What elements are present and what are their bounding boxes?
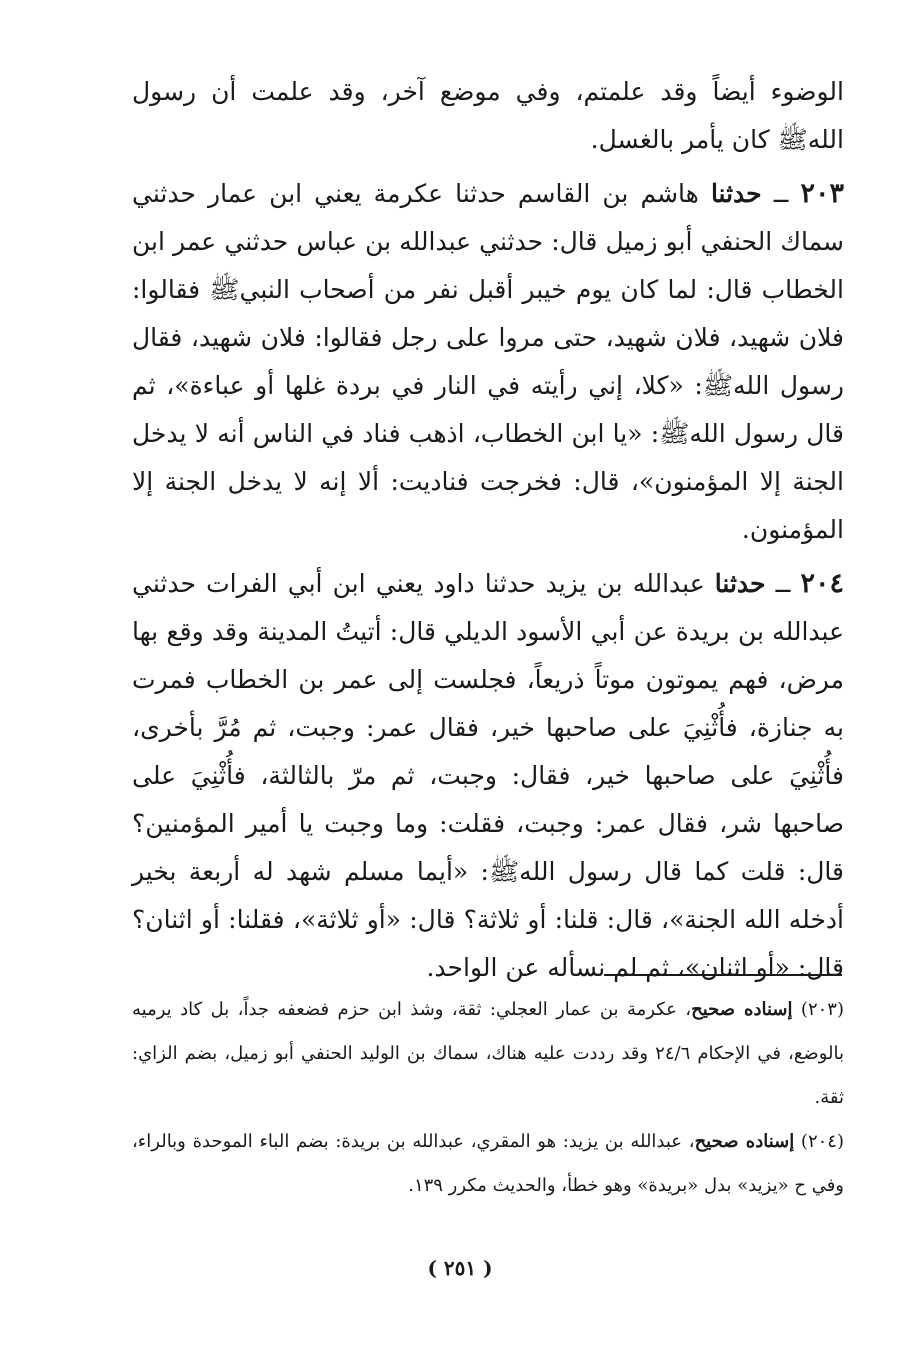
footnote-label: إسناده صحيح [691,999,793,1020]
page-number: ( ٢٥١ ) [427,1256,493,1280]
hadith-separator: ــ [761,179,801,208]
footnote-label: إسناده صحيح [694,1131,795,1152]
footnote-text: ، عبدالله بن يزيد: هو المقري، عبدالله بن بريدة: بضم الباء الموحدة وبالراء، وفي ح «يزيد» بدل «بريدة» وهو خطأ، والحديث مكرر ١٣٩. [132,1131,844,1196]
hadith-number: ٢٠٤ [800,568,845,599]
hadith-text: هاشم بن القاسم حدثنا عكرمة يعني ابن عمار حدثني سماك الحنفي أبو زميل قال: حدثني عبدالله بن عباس حدثني عمر ابن الخطاب قال: لما كان يوم خيبر أقبل نفر من أصحاب النبيﷺ فقالوا: فلان شهيد، فلان شهيد، حتى مروا على رجل فقالوا: فلان شهيد، فقال رسول اللهﷺ: «كلا، إني رأيته في النار في بردة غلها أو عباءة»، ثم قال رسول اللهﷺ: «يا ابن الخطاب، اذهب فناد في الناس أنه لا يدخل الجنة إلا المؤمنون»، قال: فخرجت فناديت: ألا إنه لا يدخل الجنة إلا المؤمنون. [132,179,844,544]
hadith-number: ٢٠٣ [800,178,844,209]
main-text [132,68,844,992]
footnote-204 [132,1120,844,1208]
footnotes [132,988,844,1208]
footnote-text: ، عكرمة بن عمار العجلي: ثقة، وشذ ابن حزم فضعفه جداً، بل كاد يرميه بالوضع، في الإحكام ٢٤/٦ وقد رددت عليه هناك، سماك بن الوليد الحنفي أبو زميل، بضم الزاي: ثقة. [132,999,844,1108]
hadith-intro: حدثنا [710,179,762,208]
footnote-number: (٢٠٤) [800,1131,844,1152]
intro-paragraph: الوضوء أيضاً وقد علمتم، وفي موضع آخر، وقد علمت أن رسول اللهﷺ كان يأمر بالغسل. [132,77,845,154]
hadith-text: عبدالله بن يزيد حدثنا داود يعني ابن أبي الفرات حدثني عبدالله بن بريدة عن أبي الأسود الديلي قال: أتيتُ المدينة وقد وقع بها مرض، فهم يموتون موتاً ذريعاً، فجلست إلى عمر بن الخطاب فمرت به جنازة، فأُثْنِيَ على صاحبها خير، فقال عمر: وجبت، ثم مُرَّ بأخرى، فأُثْنِيَ على صاحبها خير، فقال: وجبت، ثم مرّ بالثالثة، فأُثْنِيَ على صاحبها شر، فقال عمر: وجبت، فقلت: وما وجبت يا أمير المؤمنين؟ قال: قلت كما قال رسول اللهﷺ: «أيما مسلم شهد له أربعة بخير أدخله الله الجنة»، قال: قلنا: أو ثلاثة؟ قال: «أو ثلاثة»، فقلنا: أو اثنان؟ قال: «أو اثنان»، ثم لم نسأله عن الواحد. [132,569,844,982]
footnote-203 [132,988,844,1120]
hadith-204 [132,560,844,992]
hadith-203 [132,170,844,554]
footnote-number: (٢٠٣) [800,999,844,1020]
footnote-divider [604,974,842,976]
hadith-intro: حدثنا [714,569,766,598]
hadith-separator: ــ [765,569,801,598]
